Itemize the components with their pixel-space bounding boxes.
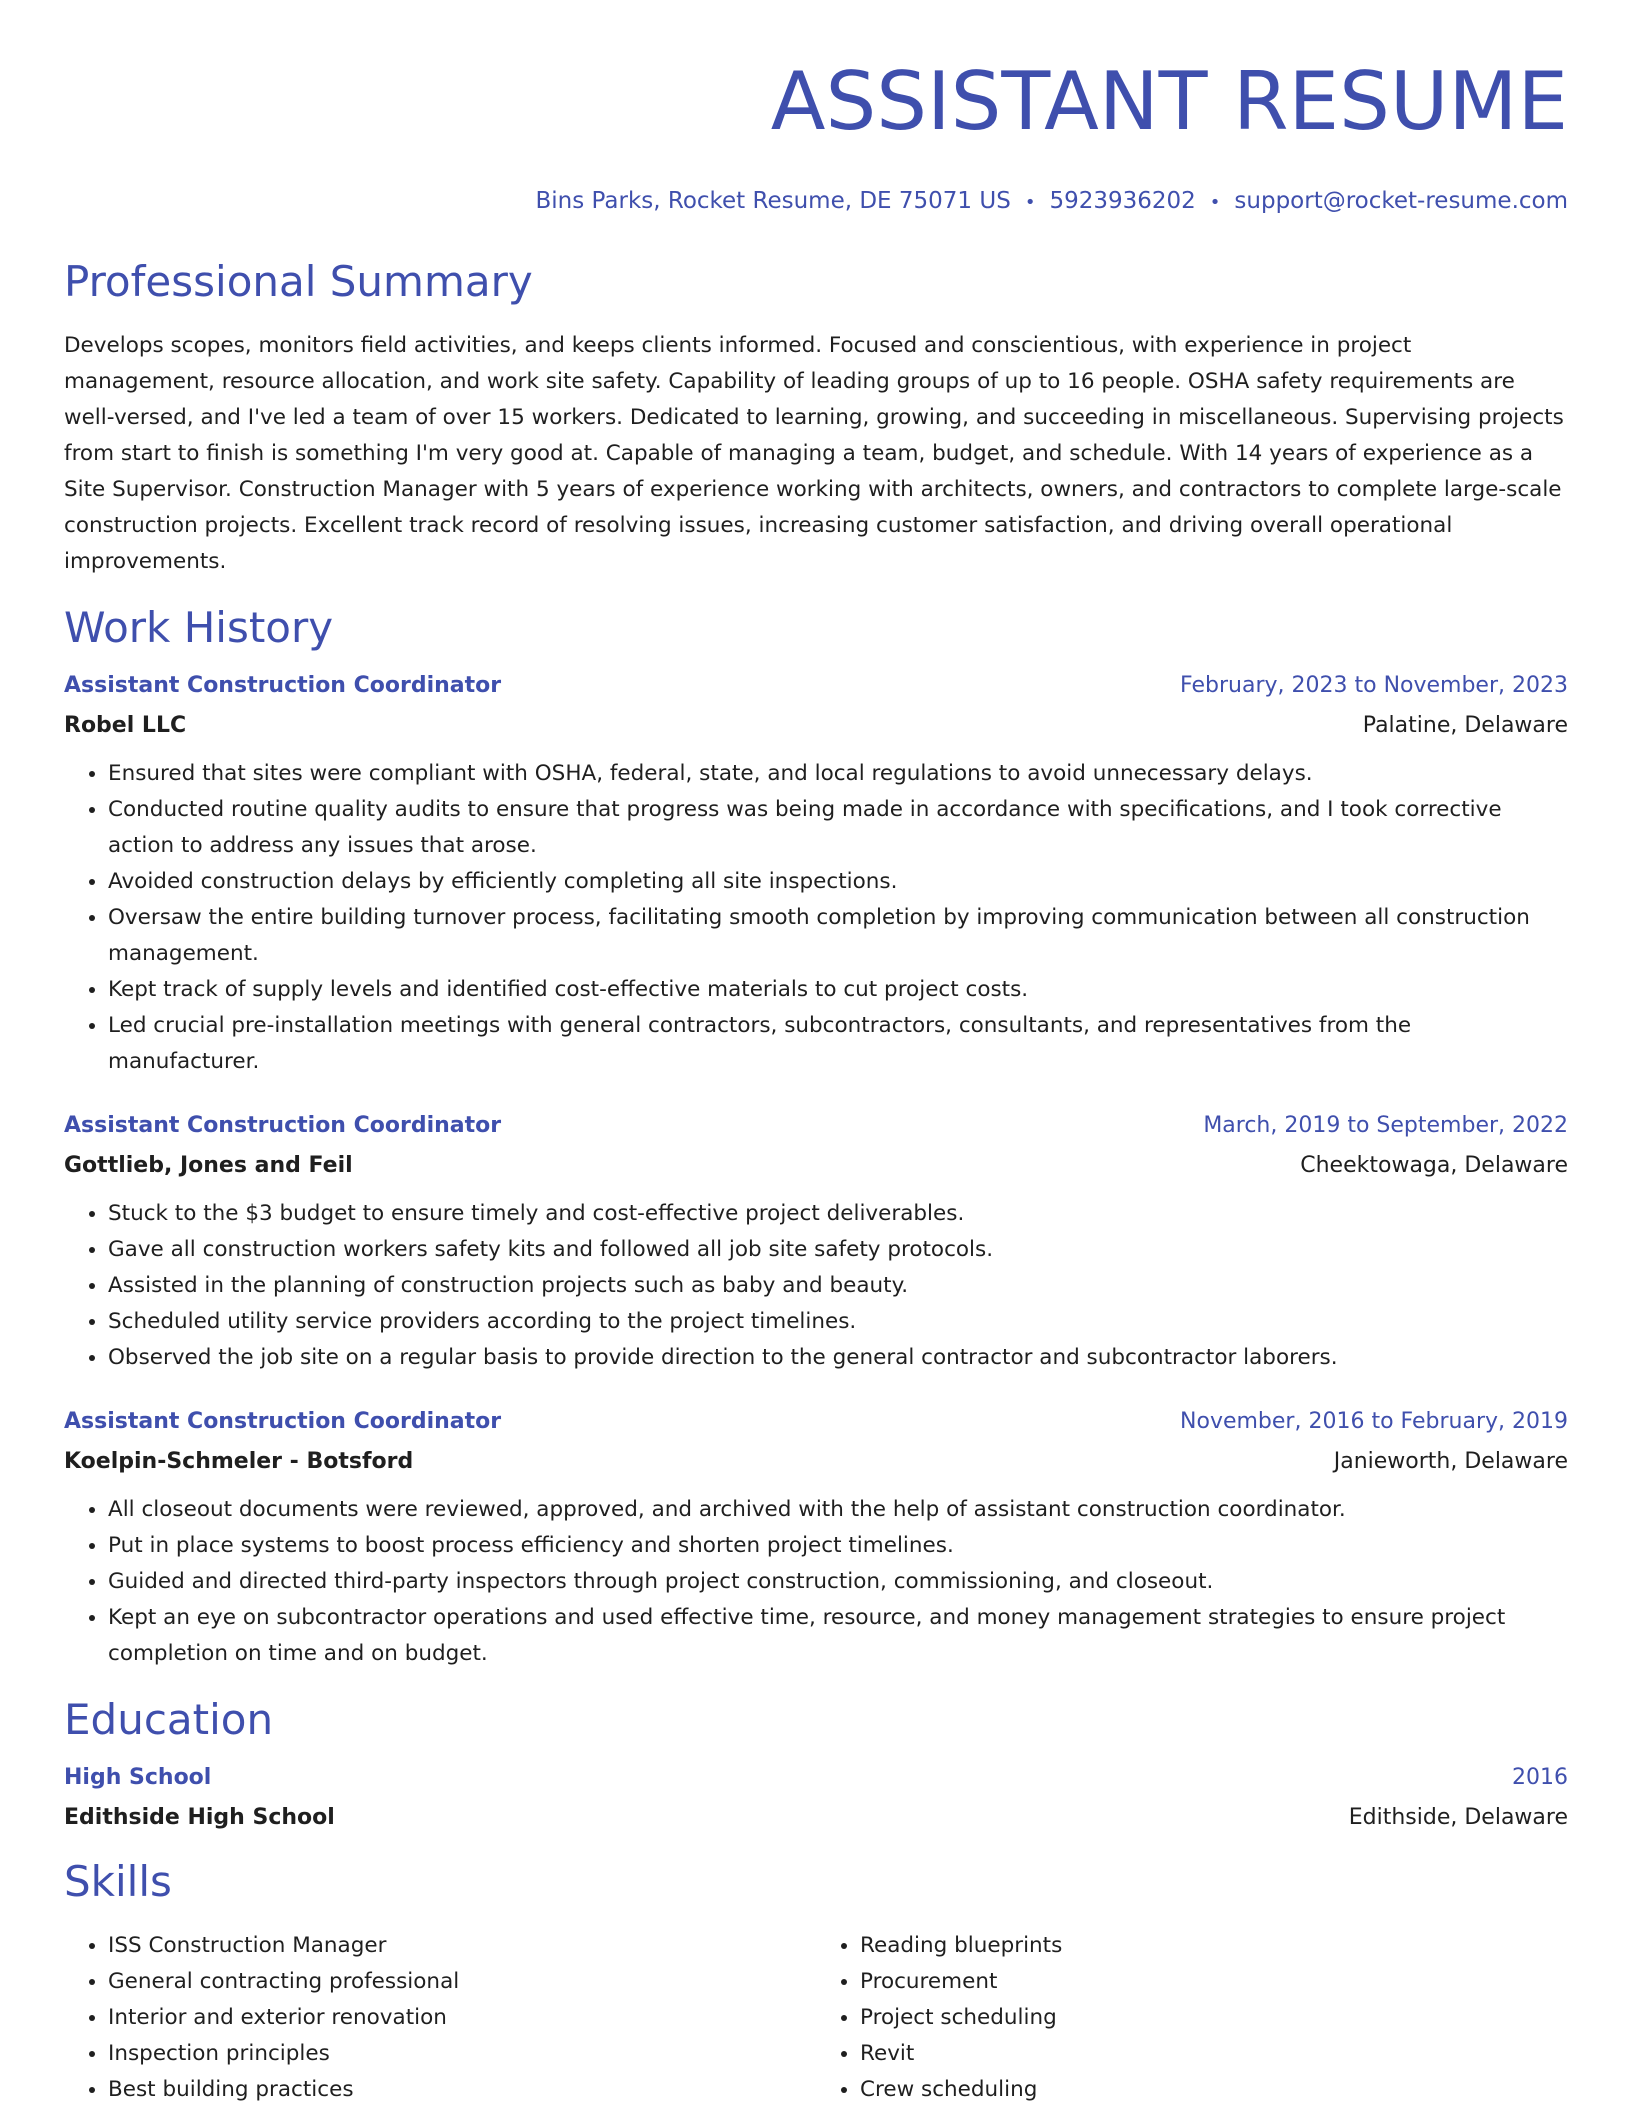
job-entry	[64, 1406, 1568, 1672]
job-company: Robel LLC	[64, 713, 187, 738]
job-header	[64, 670, 1568, 702]
contact-address: Bins Parks, Rocket Resume, DE 75071 US	[535, 188, 1011, 214]
job-company: Gottlieb, Jones and Feil	[64, 1153, 353, 1178]
job-title: Assistant Construction Coordinator	[64, 1113, 502, 1138]
skill-item: • Interior and exterior renovation	[108, 2000, 816, 2036]
job-bullet: • Gave all construction workers safety kits and followed all job site safety protocols.	[108, 1232, 1568, 1268]
job-bullet: • Kept track of supply levels and identified cost-effective materials to cut project costs.	[108, 972, 1568, 1008]
skill-item: • Project scheduling	[860, 2000, 1568, 2036]
work-history-heading: Work History	[64, 603, 334, 652]
job-bullets	[64, 1492, 1568, 1672]
skill-item: • Reading blueprints	[860, 1928, 1568, 1964]
job-dates: February, 2023 to November, 2023	[1180, 673, 1568, 698]
contact-line	[64, 184, 1568, 220]
job-location: Cheektowaga, Delaware	[1300, 1153, 1568, 1178]
job-bullet: • Kept an eye on subcontractor operations and used effective time, resource, and money management strategies to ensure project completion on time and on budget.	[108, 1600, 1568, 1672]
education-location: Edithside, Delaware	[1348, 1805, 1568, 1830]
job-dates: November, 2016 to February, 2019	[1180, 1409, 1568, 1434]
job-bullet: • Stuck to the $3 budget to ensure timely and cost-effective project deliverables.	[108, 1196, 1568, 1232]
job-bullet: • Conducted routine quality audits to ensure that progress was being made in accordance with specifications, and I took corrective action to address any issues that arose.	[108, 792, 1568, 864]
job-bullet: • Oversaw the entire building turnover process, facilitating smooth completion by improving communication between all construction management.	[108, 900, 1568, 972]
job-bullets	[64, 1196, 1568, 1376]
skill-item: • General contracting professional	[108, 1964, 816, 2000]
skill-item: • Best building practices	[108, 2072, 816, 2108]
education-heading: Education	[64, 1695, 274, 1744]
job-bullet: • Assisted in the planning of construction projects such as baby and beauty.	[108, 1268, 1568, 1304]
job-header	[64, 1110, 1568, 1142]
job-company: Koelpin-Schmeler - Botsford	[64, 1449, 414, 1474]
summary-text: Develops scopes, monitors field activities, and keeps clients informed. Focused and conscientious, with experience in project management, resource allocation, and work site safety. Capability of leading groups of up to 16 people. OSHA safety requirements are well-versed, and I've led a team of over 15 workers. Dedicated to learning, growing, and succeeding in miscellaneous. Supervising projects from start to finish is something I'm very good at. Capable of managing a team, budget, and schedule. With 14 years of experience as a Site Supervisor. Construction Manager with 5 years of experience working with architects, owners, and contractors to complete large-scale construction projects. Excellent track record of resolving issues, increasing customer satisfaction, and driving overall operational improvements.	[64, 333, 1564, 574]
job-header	[64, 1406, 1568, 1438]
education-subheader	[64, 1802, 1568, 1834]
education-year: 2016	[1512, 1765, 1568, 1790]
job-bullet: • Ensured that sites were compliant with OSHA, federal, state, and local regulations to avoid unnecessary delays.	[108, 756, 1568, 792]
education-entry	[64, 1762, 1568, 1834]
skills-list-right	[816, 1928, 1568, 2108]
job-title: Assistant Construction Coordinator	[64, 673, 502, 698]
skill-item: • Procurement	[860, 1964, 1568, 2000]
job-entry	[64, 1110, 1568, 1376]
skill-item: • Revit	[860, 2036, 1568, 2072]
education-header	[64, 1762, 1568, 1794]
job-bullet: • Led crucial pre-installation meetings with general contractors, subcontractors, consultants, and representatives from the manufacturer.	[108, 1008, 1568, 1080]
job-bullet: • Avoided construction delays by efficiently completing all site inspections.	[108, 864, 1568, 900]
job-bullet: • All closeout documents were reviewed, approved, and archived with the help of assistant construction coordinator.	[108, 1492, 1568, 1528]
skills-list-left	[64, 1928, 816, 2108]
job-entry	[64, 670, 1568, 1080]
education-degree: High School	[64, 1765, 212, 1790]
job-location: Janieworth, Delaware	[1333, 1449, 1568, 1474]
job-bullets	[64, 756, 1568, 1080]
contact-email: support@rocket-resume.com	[1234, 188, 1568, 214]
skill-item: • Inspection principles	[108, 2036, 816, 2072]
job-location: Palatine, Delaware	[1362, 713, 1568, 738]
contact-separator: •	[1209, 192, 1221, 213]
job-subheader	[64, 1446, 1568, 1478]
skills-columns	[64, 1928, 1568, 2108]
skill-item: • Crew scheduling	[860, 2072, 1568, 2108]
skill-item: • ISS Construction Manager	[108, 1928, 816, 1964]
summary-heading: Professional Summary	[64, 257, 533, 306]
resume-title: ASSISTANT RESUME	[770, 55, 1568, 148]
job-subheader	[64, 1150, 1568, 1182]
job-dates: March, 2019 to September, 2022	[1203, 1113, 1568, 1138]
contact-separator: •	[1024, 192, 1036, 213]
job-bullet: • Scheduled utility service providers according to the project timelines.	[108, 1304, 1568, 1340]
job-subheader	[64, 710, 1568, 742]
job-title: Assistant Construction Coordinator	[64, 1409, 502, 1434]
job-bullet: • Put in place systems to boost process efficiency and shorten project timelines.	[108, 1528, 1568, 1564]
education-school: Edithside High School	[64, 1805, 335, 1830]
contact-phone: 5923936202	[1049, 188, 1196, 214]
skills-heading: Skills	[64, 1857, 172, 1906]
job-bullet: • Guided and directed third-party inspectors through project construction, commissioning, and closeout.	[108, 1564, 1568, 1600]
job-bullet: • Observed the job site on a regular basis to provide direction to the general contractor and subcontractor laborers.	[108, 1340, 1568, 1376]
